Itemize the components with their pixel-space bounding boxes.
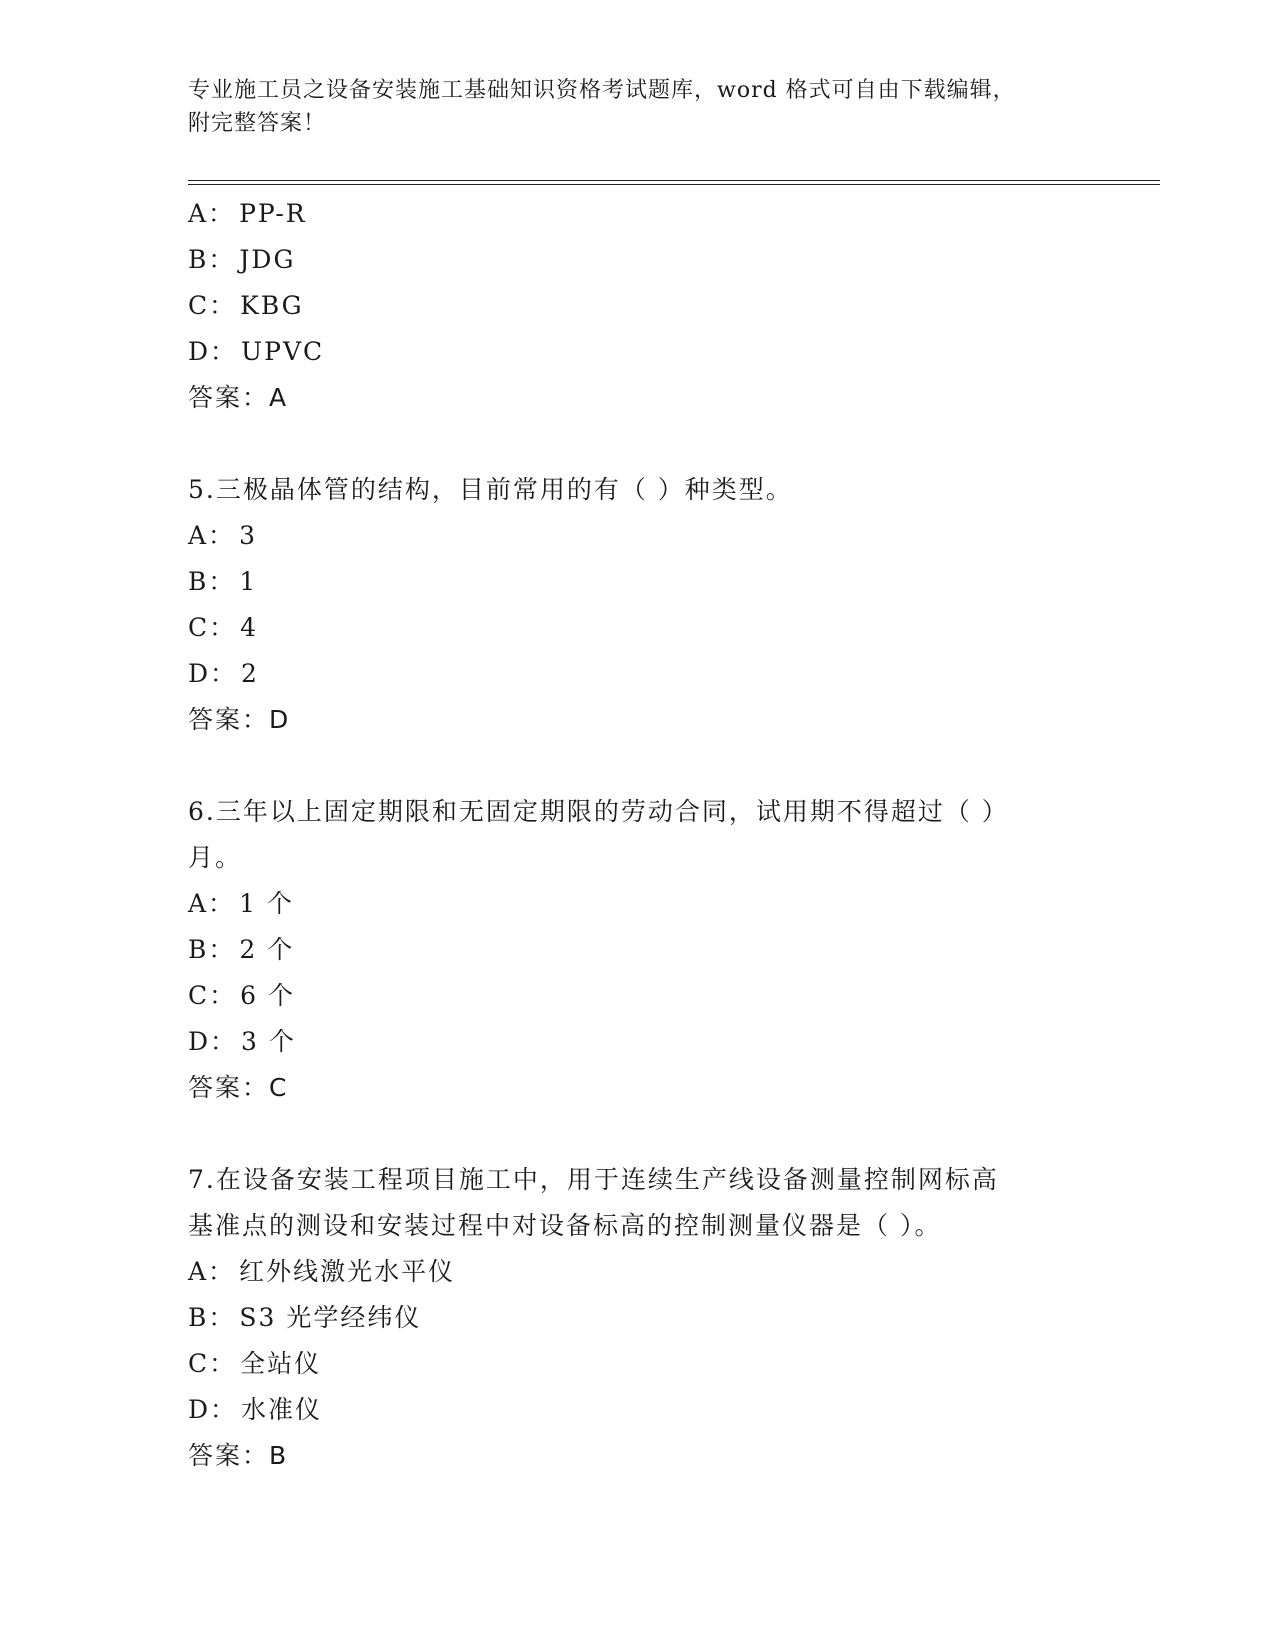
header-line-1: 专业施工员之设备安装施工基础知识资格考试题库，word 格式可自由下载编辑，	[188, 78, 1016, 103]
answer-line: 答案：D	[188, 705, 291, 734]
option-c	[188, 283, 1068, 329]
option-d	[188, 651, 1068, 697]
option-key: C：	[188, 1349, 237, 1378]
option-text: 6 个	[240, 981, 295, 1010]
option-text: 全站仪	[240, 1349, 322, 1378]
option-key: D：	[188, 337, 238, 366]
option-key: A：	[188, 1257, 236, 1286]
answer-line: 答案：C	[188, 1073, 289, 1102]
option-b	[188, 237, 1068, 283]
option-text: JDG	[239, 245, 296, 274]
option-key: B：	[188, 567, 236, 596]
option-text: 4	[240, 613, 259, 642]
option-text: UPVC	[241, 337, 325, 366]
option-key: A：	[188, 889, 236, 918]
option-c	[188, 605, 1068, 651]
question-block-prev	[188, 191, 1068, 421]
option-text: 2 个	[239, 935, 295, 964]
question-text-line-1: 7.在设备安装工程项目施工中，用于连续生产线设备测量控制网标高	[188, 1165, 999, 1194]
option-text: 水准仪	[241, 1395, 323, 1424]
question-block-6	[188, 789, 1068, 1111]
option-a	[188, 1249, 1068, 1295]
question-content	[188, 191, 1068, 1479]
option-c	[188, 1341, 1068, 1387]
option-a	[188, 513, 1068, 559]
option-a	[188, 191, 1068, 237]
option-key: A：	[188, 199, 236, 228]
option-text: 3	[239, 521, 257, 550]
option-text: 1	[239, 567, 258, 596]
option-key: A：	[188, 521, 236, 550]
option-key: D：	[188, 1027, 238, 1056]
option-d	[188, 1019, 1068, 1065]
option-key: B：	[188, 1303, 236, 1332]
option-text: 3 个	[241, 1027, 296, 1056]
option-d	[188, 1387, 1068, 1433]
answer-line: 答案：A	[188, 383, 289, 412]
answer-line: 答案：B	[188, 1441, 289, 1470]
header-divider	[188, 180, 1160, 185]
option-key: B：	[188, 245, 236, 274]
option-text: 1 个	[239, 889, 294, 918]
option-b	[188, 559, 1068, 605]
option-key: D：	[188, 1395, 238, 1424]
question-block-5	[188, 467, 1068, 743]
question-text: 5.三极晶体管的结构，目前常用的有（ ）种类型。	[188, 475, 793, 504]
option-text: KBG	[240, 291, 304, 320]
option-a	[188, 881, 1068, 927]
option-key: C：	[188, 613, 237, 642]
option-b	[188, 927, 1068, 973]
option-text: 红外线激光水平仪	[239, 1257, 456, 1286]
option-key: C：	[188, 291, 237, 320]
option-b	[188, 1295, 1068, 1341]
option-text: 2	[241, 659, 259, 688]
question-text-line-2: 基准点的测设和安装过程中对设备标高的控制测量仪器是（ ）。	[188, 1211, 942, 1240]
option-key: C：	[188, 981, 237, 1010]
question-block-7	[188, 1157, 1068, 1479]
option-key: D：	[188, 659, 238, 688]
header-line-2: 附完整答案！	[188, 111, 327, 136]
option-d	[188, 329, 1068, 375]
document-header	[188, 74, 1068, 140]
option-c	[188, 973, 1068, 1019]
option-text: S3 光学经纬仪	[239, 1303, 422, 1332]
question-text-line-2: 月。	[188, 843, 243, 872]
option-text: PP-R	[239, 199, 307, 228]
option-key: B：	[188, 935, 236, 964]
question-text-line-1: 6.三年以上固定期限和无固定期限的劳动合同，试用期不得超过（ ）	[188, 797, 1009, 826]
